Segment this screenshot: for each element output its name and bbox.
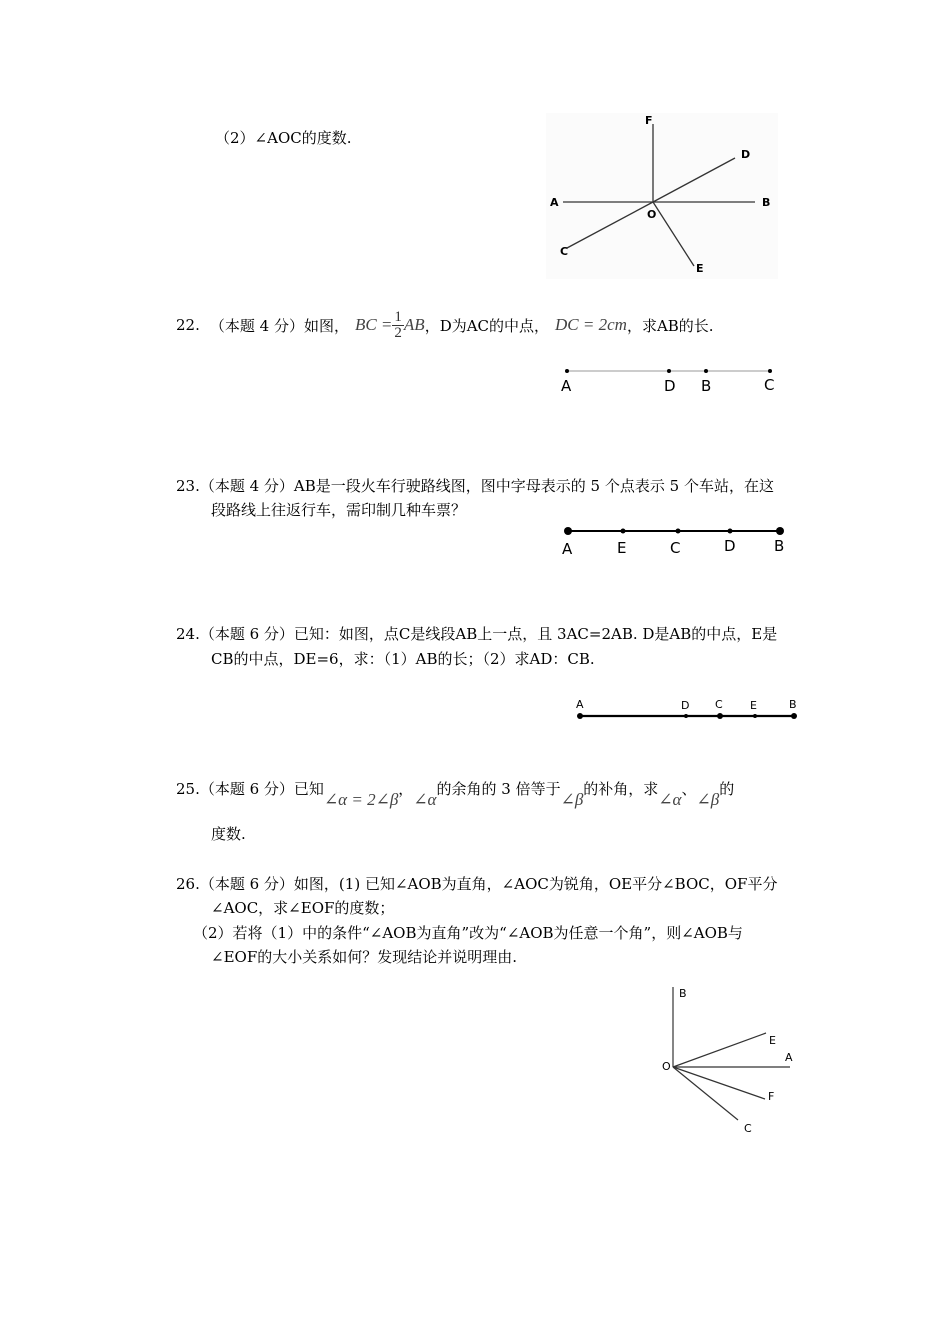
q22-number: 22. bbox=[176, 316, 200, 334]
q22-formula-right: AB bbox=[403, 315, 425, 334]
fig21-label: F bbox=[645, 114, 653, 127]
q22-frac-den: 2 bbox=[394, 324, 402, 341]
q25-lead: 25.（本题 6 分）已知 bbox=[176, 779, 324, 798]
q21-part2: （2）∠AOC的度数. bbox=[215, 129, 352, 147]
figure-22 bbox=[556, 364, 786, 394]
q25-mid2: 的补角，求 bbox=[583, 779, 659, 798]
fig24-label: C bbox=[715, 698, 723, 711]
fig24-label: E bbox=[750, 699, 757, 712]
q23-line1: 23.（本题 4 分）AB是一段火车行驶路线图，图中字母表示的 5 个点表示 5 个车站，在这 bbox=[176, 477, 774, 495]
q25-sep2: 、 bbox=[681, 779, 697, 798]
fig22-label: A bbox=[561, 377, 572, 395]
q24-line2: CB的中点，DE=6，求：（1）AB的长；（2）求AD：CB. bbox=[211, 650, 595, 668]
q26-line1: 26.（本题 6 分）如图，(1) 已知∠AOB为直角，∠AOC为锐角，OE平分∠BOC，OF平分 bbox=[176, 875, 778, 893]
q25-mid: 的余角的 3 倍等于 bbox=[436, 779, 561, 798]
fig26-label: A bbox=[785, 1051, 793, 1064]
q25-formula-5: ∠β bbox=[696, 790, 720, 809]
fig26-label: C bbox=[744, 1122, 752, 1135]
figure-26 bbox=[658, 982, 808, 1142]
q26-line3: （2）若将（1）中的条件“∠AOB为直角”改为“∠AOB为任意一个角”，则∠AOB与 bbox=[193, 924, 743, 942]
q25-formula-2: ∠α bbox=[413, 790, 437, 809]
question-22 bbox=[176, 306, 714, 344]
q25-sep1: ， bbox=[398, 779, 414, 798]
q24-line1: 24.（本题 6 分）已知：如图，点C是线段AB上一点，且 3AC=2AB. D是AB的中点，E是 bbox=[176, 625, 778, 643]
fig24-label: A bbox=[576, 698, 584, 711]
fig21-label: B bbox=[762, 196, 771, 209]
fig26-label: F bbox=[768, 1090, 775, 1103]
q25-end: 的 bbox=[719, 779, 735, 798]
fig23-label: B bbox=[774, 537, 785, 555]
q25-formula-3: ∠β bbox=[560, 790, 584, 809]
q22-text-mid: ，D为AC的中点， bbox=[424, 316, 550, 335]
figure-24 bbox=[570, 696, 800, 726]
q22-formula2: DC = 2cm bbox=[555, 315, 627, 334]
fig23-label: C bbox=[670, 539, 681, 557]
q26-line4: ∠EOF的大小关系如何？发现结论并说明理由. bbox=[211, 948, 517, 966]
q25-line2: 度数. bbox=[211, 825, 246, 843]
q22-frac-num: 1 bbox=[394, 308, 402, 325]
fig26-label: O bbox=[662, 1060, 671, 1073]
fig26-label: B bbox=[679, 987, 687, 1000]
figure-23 bbox=[558, 522, 788, 556]
fig21-label: E bbox=[696, 262, 704, 275]
fig22-label: C bbox=[764, 376, 775, 394]
q22-formula-left: BC = bbox=[354, 315, 393, 334]
fig21-label: D bbox=[741, 148, 751, 161]
fig21-label: O bbox=[647, 208, 657, 221]
fig23-label: D bbox=[724, 537, 736, 555]
q26-line2: ∠AOC，求∠EOF的度数； bbox=[211, 899, 395, 917]
fig22-label: D bbox=[664, 377, 676, 395]
fig23-label: E bbox=[617, 539, 627, 557]
q22-text-end: ，求AB的长. bbox=[626, 316, 714, 335]
fig21-label: A bbox=[550, 196, 559, 209]
fig24-label: D bbox=[681, 699, 690, 712]
q25-formula-1: ∠α = 2∠β bbox=[323, 790, 399, 809]
fig26-label: E bbox=[769, 1034, 776, 1047]
q25-formula-4: ∠α bbox=[658, 790, 682, 809]
q23-line2: 段路线上往返行车，需印制几种车票？ bbox=[211, 501, 467, 519]
fig23-label: A bbox=[562, 540, 573, 558]
fig24-label: B bbox=[789, 698, 797, 711]
q22-lead: （本题 4 分）如图， bbox=[209, 316, 349, 335]
fig22-label: B bbox=[701, 377, 712, 395]
figure-21 bbox=[545, 112, 780, 282]
q22-fraction bbox=[392, 310, 404, 341]
fig21-label: C bbox=[560, 245, 569, 258]
question-25 bbox=[176, 770, 735, 809]
